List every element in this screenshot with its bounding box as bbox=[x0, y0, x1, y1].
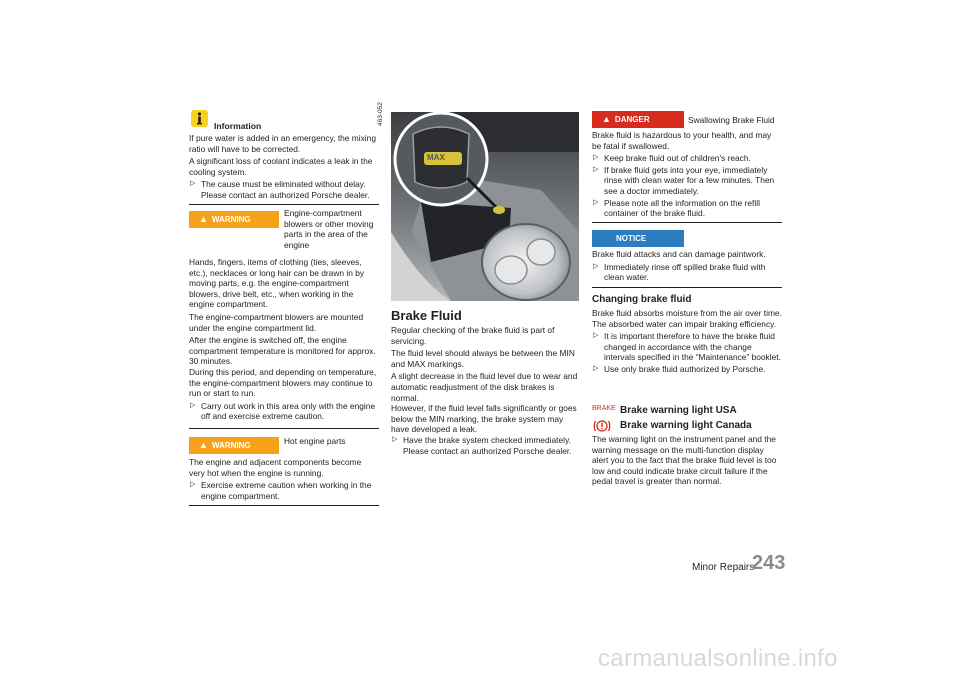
warning-badge-1: ▲ WARNING bbox=[189, 211, 279, 228]
image-code: 463-052 bbox=[377, 102, 384, 126]
changing-bullet-2: ▷ Use only brake fluid authorized by Porsche. bbox=[593, 363, 766, 374]
divider bbox=[592, 222, 782, 223]
brake-fluid-text-1: Regular checking of the brake fluid is part of servicing. bbox=[391, 325, 555, 346]
danger-bullet-3: ▷ Please note all the information on the refill container of the brake fluid. bbox=[593, 197, 760, 219]
warning1-title: Engine-compartment blowers or other moving parts in the area of the engine bbox=[284, 208, 374, 250]
warning2-bullet: ▷ Exercise extreme caution when working in the engine compartment. bbox=[190, 480, 372, 501]
arrow-icon: ▷ bbox=[593, 165, 599, 173]
warning-badge-2: ▲ WARNING bbox=[189, 437, 279, 454]
warning2-body bbox=[189, 457, 379, 502]
warning1-text-1: Hands, fingers, items of clothing (ties, sleeves, etc.), necklaces or long hair can be drawn in by moving parts, e.g. the engine-compartment blowers, drive belt, etc., when working in the engine compartment. bbox=[189, 257, 365, 310]
notice-bullet: ▷ Immediately rinse off spilled brake fluid with clean water. bbox=[593, 261, 766, 283]
info-text-2: A significant loss of coolant indicates a leak in the cooling system. bbox=[189, 156, 373, 177]
warning1-text-4: During this period, and depending on temperature, the engine-compartment blowers may continue to run or start to run. bbox=[189, 366, 377, 399]
danger-bullet-2: ▷ If brake fluid gets into your eye, immediately rinse with clean water for a few minutes. Then see a doctor immediately. bbox=[593, 164, 775, 196]
arrow-icon: ▷ bbox=[392, 435, 398, 443]
divider bbox=[189, 505, 379, 506]
brake-warning-usa-heading: Brake warning light USA bbox=[620, 405, 737, 416]
brake-warning-canada-heading: Brake warning light Canada bbox=[620, 420, 752, 431]
arrow-icon: ▷ bbox=[190, 180, 196, 188]
reservoir-cap-label: MAX bbox=[427, 153, 445, 162]
warning1-body bbox=[189, 257, 379, 423]
divider bbox=[189, 428, 379, 429]
danger-title: Swallowing Brake Fluid bbox=[688, 115, 775, 125]
section-name: Minor Repairs bbox=[692, 562, 755, 573]
changing-body bbox=[592, 308, 782, 376]
info-bullet: ▷ The cause must be eliminated without delay. Please contact an authorized Porsche dealer. bbox=[190, 179, 370, 200]
arrow-icon: ▷ bbox=[190, 481, 196, 489]
warning-triangle-icon: ▲ bbox=[199, 440, 208, 450]
arrow-icon: ▷ bbox=[190, 401, 196, 409]
warning2-text: The engine and adjacent components become very hot when the engine is running. bbox=[189, 457, 362, 478]
danger-bullet-1: ▷ Keep brake fluid out of children's reach. bbox=[593, 153, 751, 164]
changing-bullet-1: ▷ It is important therefore to have the brake fluid changed in accordance with the change intervals specified in the “Maintenance” booklet. bbox=[593, 331, 781, 363]
brake-fluid-text-4: However, if the fluid level falls significantly or goes below the MIN marking, the brake system may have developed a leak. bbox=[391, 403, 577, 435]
left-info-block bbox=[189, 133, 379, 202]
divider bbox=[592, 287, 782, 288]
notice-badge: NOTICE bbox=[592, 230, 684, 247]
arrow-icon: ▷ bbox=[593, 154, 599, 162]
info-title: Information bbox=[214, 121, 262, 131]
changing-brake-fluid-heading: Changing brake fluid bbox=[592, 294, 692, 305]
brake-warning-text: The warning light on the instrument panel and the warning message on the multi-function display alert you to the fact that the brake fluid level is too low and could indicate brake circuit failure if the pedal travel is greater than normal. bbox=[592, 434, 777, 487]
warning1-text-2: The engine-compartment blowers are mounted under the engine compartment lid. bbox=[189, 311, 364, 333]
divider bbox=[189, 204, 379, 205]
warning2-title: Hot engine parts bbox=[284, 436, 346, 446]
arrow-icon: ▷ bbox=[593, 332, 599, 340]
page-number: 243 bbox=[752, 552, 786, 574]
info-text-1: If pure water is added in an emergency, the mixing ratio will have to be corrected. bbox=[189, 133, 376, 154]
brake-fluid-reservoir-photo bbox=[391, 112, 579, 301]
brake-fluid-text-3: A slight decrease in the fluid level due to wear and automatic readjustment of the disk brakes is normal. bbox=[391, 371, 578, 403]
brake-fluid-bullet: ▷ Have the brake system checked immediately. Please contact an authorized Porsche dealer. bbox=[392, 434, 572, 456]
brake-warning-light-icon: BRAKE bbox=[592, 405, 616, 412]
danger-text: Brake fluid is hazardous to your health, and may be fatal if swallowed. bbox=[592, 130, 772, 151]
brake-fluid-heading: Brake Fluid bbox=[391, 308, 462, 323]
notice-text: Brake fluid attacks and can damage paintwork. bbox=[592, 249, 766, 259]
info-icon bbox=[191, 110, 208, 127]
danger-body bbox=[592, 130, 782, 220]
warning1-bullet: ▷ Carry out work in this area only with the engine off and exercise extreme caution. bbox=[190, 400, 376, 422]
notice-body bbox=[592, 249, 782, 284]
warning1-text-3: After the engine is switched off, the engine compartment temperature is monitored for approx. 30 minutes. bbox=[189, 335, 376, 367]
arrow-icon: ▷ bbox=[593, 262, 599, 270]
danger-badge: ▲ DANGER bbox=[592, 111, 684, 128]
arrow-icon: ▷ bbox=[593, 198, 599, 206]
brake-fluid-text-2: The fluid level should always be between the MIN and MAX markings. bbox=[391, 348, 575, 369]
changing-text: Brake fluid absorbs moisture from the air over time. The absorbed water can impair braking efficiency. bbox=[592, 308, 782, 329]
watermark: carmanualsonline.info bbox=[598, 645, 838, 672]
brake-fluid-body bbox=[391, 325, 581, 457]
warning-triangle-icon: ▲ bbox=[602, 114, 611, 124]
warning-triangle-icon: ▲ bbox=[199, 214, 208, 224]
arrow-icon: ▷ bbox=[593, 364, 599, 372]
brake-warning-body bbox=[592, 434, 782, 489]
